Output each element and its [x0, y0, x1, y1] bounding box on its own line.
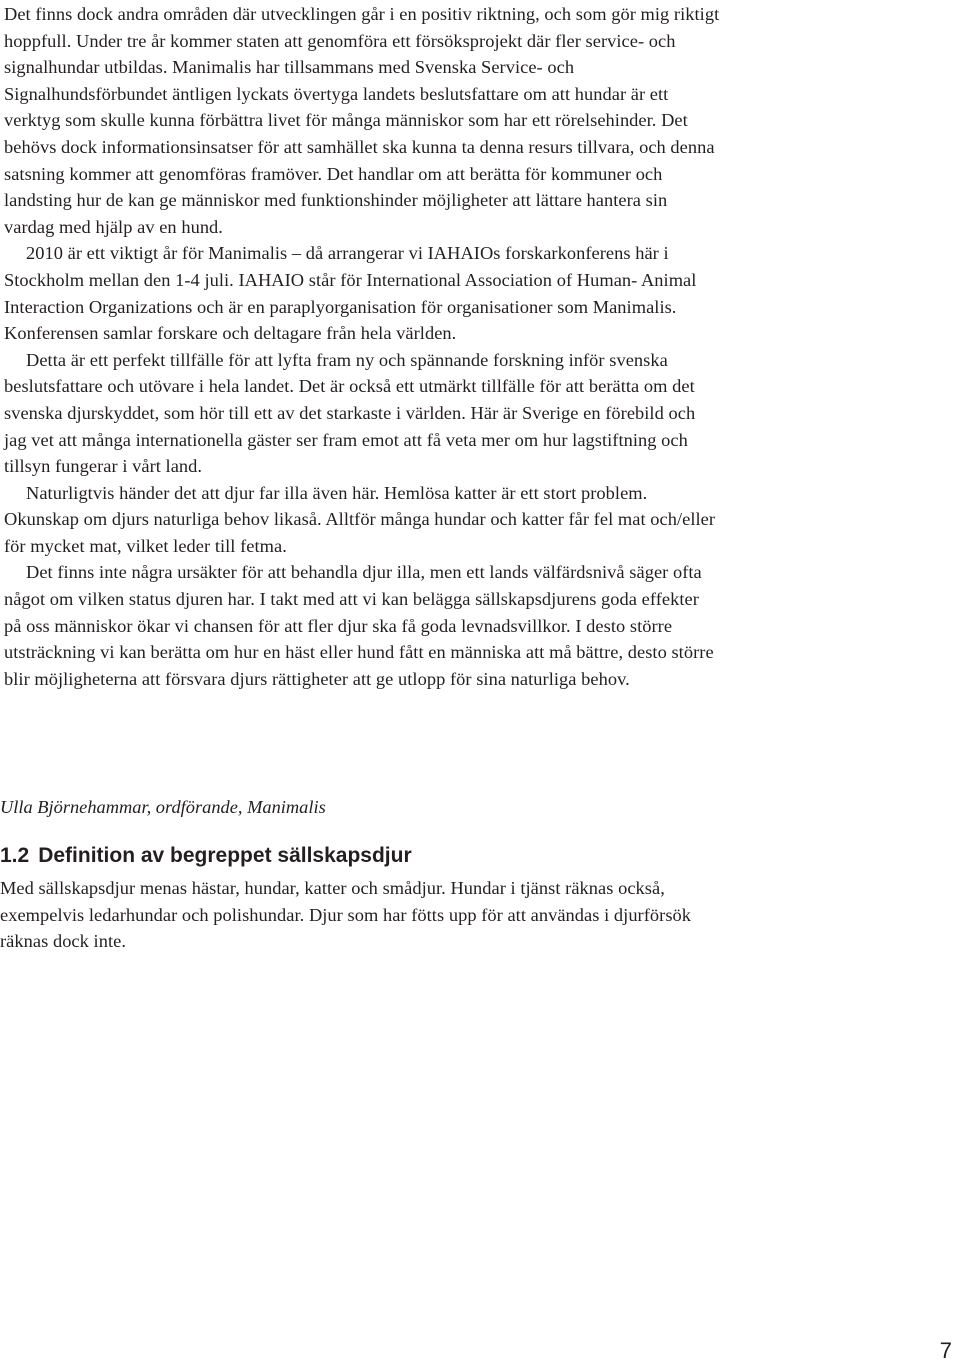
page-number: 7 — [939, 1338, 952, 1363]
section-title: Definition av begreppet sällskapsdjur — [38, 844, 412, 867]
paragraph-iahaio-conference: 2010 är ett viktigt år för Manimalis – då arrangerar vi IAHAIOs forskarkonferens här i Stockholm mellan den 1-4 juli. IAHAIO står för International Association of Human- Animal Interaction Organizations och är en paraplyorganisation för organisationer som Manimalis. Konferensen samlar forskare och deltagare från hela världen. — [4, 243, 697, 344]
section-heading — [0, 843, 716, 869]
paragraph-animal-problems: Naturligtvis händer det att djur far illa även här. Hemlösa katter är ett stort problem. Okunskap om djurs naturliga behov likaså. Alltför många hundar och katter får fel mat och/eller för mycket mat, vilket leder till fetma. — [4, 482, 716, 556]
paragraph-definition: Med sällskapsdjur menas hästar, hundar, katter och smådjur. Hundar i tjänst räknas också, exempelvis ledarhundar och polishundar. Djur som har fötts upp för att användas i djurförsök räknas dock inte. — [0, 878, 692, 952]
paragraph-service-dogs: Det finns dock andra områden där utvecklingen går i en positiv riktning, och som gör mig riktigt hoppfull. Under tre år kommer staten att genomföra ett försöksprojekt där fler service- och signalhundar utbildas. Manimalis har tillsammans med Svenska Service- och Signalhundsförbundet äntligen lyckats övertyga landets beslutsfattare om att hundar är ett verktyg som skulle kunna förbättra livet för många människor som har ett rörelsehinder. Det behövs dock informationsinsatser för att samhället ska kunna ta denna resurs tillvara, och denna satsning kommer att genomföras framöver. Det handlar om att berätta för kommuner och landsting hur de kan ge människor med funktionshinder möjligheter att lättare hantera sin vardag med hjälp av en hund. — [4, 4, 720, 237]
paragraph-animal-welfare: Det finns inte några ursäkter för att behandla djur illa, men ett lands välfärdsnivå säger ofta något om vilken status djuren har. I takt med att vi kan belägga sällskapsdjurens goda effekter på oss människor ökar vi chansen för att fler djur ska få goda levnadsvillkor. I desto större utsträckning vi kan berätta om hur en häst eller hund fått en människa att må bättre, desto större blir möjligheterna att försvara djurs rättigheter att ge utlopp för sina naturliga behov. — [4, 562, 714, 689]
paragraph-research-opportunity: Detta är ett perfekt tillfälle för att lyfta fram ny och spännande forskning inför svenska beslutsfattare och utövare i hela landet. Det är också ett utmärkt tillfälle för att berätta om det svenska djurskyddet, som hör till ett av det starkaste i världen. Här är Sverige en förebild och jag vet att många internationella gäster ser fram emot att få veta mer om hur lagstiftning och tillsyn fungerar i vårt land. — [4, 349, 696, 477]
section-body — [0, 875, 716, 955]
article-body — [4, 0, 720, 692]
author-signature: Ulla Björnehammar, ordförande, Manimalis — [0, 797, 326, 817]
section-number: 1.2 — [0, 844, 30, 867]
